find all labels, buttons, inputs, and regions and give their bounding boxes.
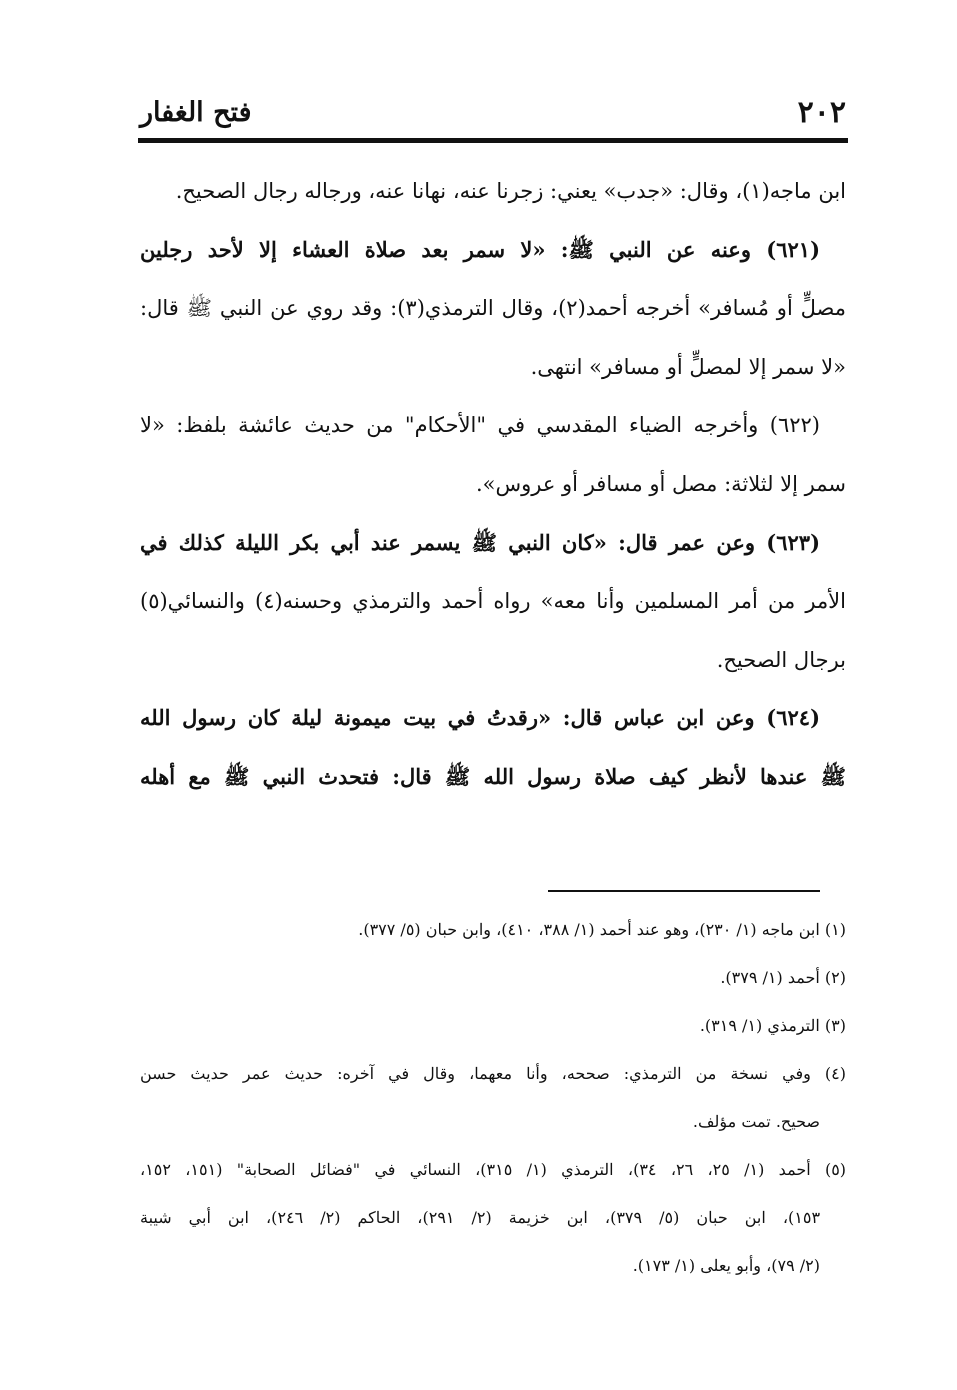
text-line: الأمر من أمر المسلمين وأنا معه» رواه أحمد والترمذي وحسنه(٤) والنسائي(٥) [140, 589, 846, 614]
paragraph [140, 689, 846, 806]
footnote-line: ١٥٣)، ابن حبان (٥/ ٣٧٩)، ابن خزيمة (٢/ ٢٩١)، الحاكم (٢/ ٢٤٦)، ابن أبي شيبة [140, 1208, 821, 1227]
paragraph [140, 221, 846, 397]
text-line: (٦٢٢) وأخرجه الضياء المقدسي في "الأحكام" من حديث عائشة بلفظ: «لا [140, 413, 820, 438]
footnote-line: (٢/ ٧٩)، وأبو يعلى (١/ ١٧٣). [632, 1256, 820, 1275]
footnote-line: (٣) الترمذي (١/ ٣١٩). [699, 1016, 846, 1035]
text-line: برجال الصحيح. [716, 647, 846, 672]
paragraph [140, 514, 846, 690]
text-line: سمر إلا لثلاثة: مصل أو مسافر أو عروس». [475, 471, 846, 496]
text-line: ﷺ عندها لأنظر كيف صلاة رسول الله ﷺ قال: فتحدث النبي ﷺ مع أهله [140, 763, 846, 789]
text-line: (٦٢٣) وعن عمر قال: «كان النبي ﷺ يسمر عند أبي بكر الليلة كذلك في [140, 529, 820, 555]
footnotes [140, 906, 846, 1290]
text-line: (٦٢١) وعنه عن النبي ﷺ: «لا سمر بعد صلاة العشاء إلا لأحد رجلين [140, 236, 820, 262]
text-line: «لا سمر إلا لمصلٍّ أو مسافر» انتهى. [530, 354, 846, 379]
text-line: (٦٢٤) وعن ابن عباس قال: «رقدتُ في بيت ميمونة ليلة كان رسول الله [140, 705, 820, 731]
paragraph [140, 396, 846, 513]
text-line: ابن ماجه(١)، وقال: «جدب» يعني: زجرنا عنه، نهانا عنه، ورجاله رجال الصحيح. [175, 179, 846, 203]
header-rule [138, 138, 848, 143]
footnote-line: (٤) وفي نسخة من الترمذي: صححه، وأنا معهما، وقال في آخره: حديث عمر حديث حسن [140, 1064, 846, 1083]
footnote-line: (٢) أحمد (١/ ٣٧٩). [720, 968, 846, 987]
running-title: فتح الغفار [140, 96, 252, 128]
footnote-line: (١) ابن ماجه (١/ ٢٣٠)، وهو عند أحمد (١/ ٣٨٨، ٤١٠)، وابن حبان (٥/ ٣٧٧). [358, 920, 846, 939]
footnote-line: صحيح. تمت مؤلف. [692, 1112, 820, 1131]
page-header [140, 92, 846, 132]
paragraph [140, 162, 846, 221]
page-number: ٢٠٢ [797, 94, 846, 130]
footnote-rule [548, 890, 820, 892]
text-line: مصلٍّ أو مُسافر» أخرجه أحمد(٢)، وقال الترمذي(٣): وقد روي عن النبي ﷺ قال: [140, 296, 846, 321]
main-text [140, 162, 846, 807]
footnote-line: (٥) أحمد (١/ ٢٥، ٢٦، ٣٤)، الترمذي (١/ ٣١٥)، النسائي في "فضائل الصحابة" (١٥١، ١٥٢، [140, 1160, 846, 1179]
